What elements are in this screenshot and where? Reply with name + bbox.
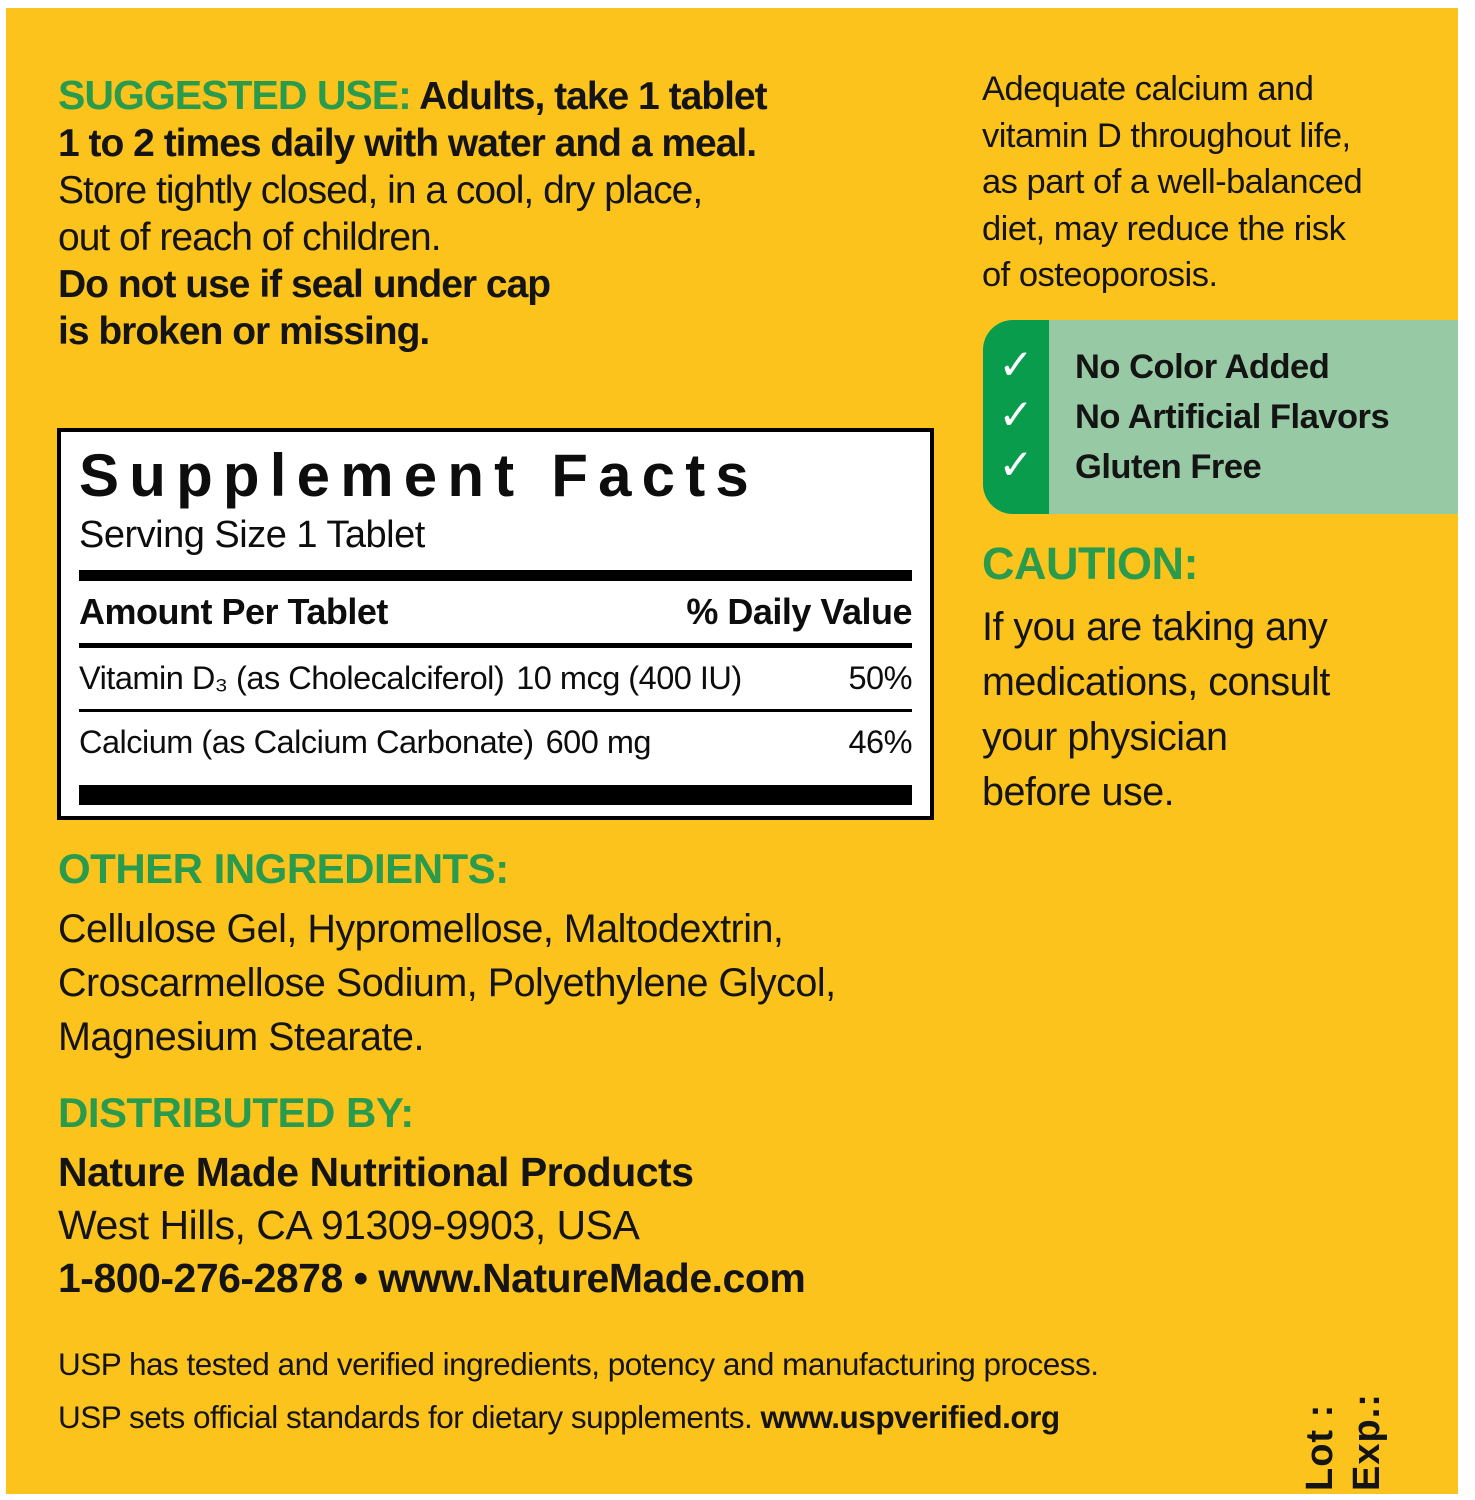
storage-line: Store tightly closed, in a cool, dry place, <box>58 169 703 212</box>
benefits-panel <box>983 320 1458 514</box>
health-claim-line: Adequate calcium and <box>982 70 1314 108</box>
ingredients-line: Magnesium Stearate. <box>58 1015 424 1059</box>
facts-header-row <box>79 591 912 633</box>
distributor-company: Nature Made Nutritional Products <box>58 1149 694 1195</box>
nutrient-daily-value: 46% <box>848 723 912 760</box>
ingredients-line: Cellulose Gel, Hypromellose, Maltodextrin, <box>58 907 784 951</box>
nutrient-amount: 10 mcg (400 IU) <box>516 659 742 696</box>
nutrient-name: Calcium (as Calcium Carbonate) <box>79 723 534 760</box>
ingredients-line: Croscarmellose Sodium, Polyethylene Glycol, <box>58 961 836 1005</box>
caution-line: before use. <box>982 770 1175 814</box>
suggested-use-heading: SUGGESTED USE: <box>58 72 411 118</box>
check-icon: ✓ <box>998 341 1034 388</box>
usp-line <box>58 1391 1308 1444</box>
benefit-item <box>983 342 1458 392</box>
nutrient-daily-value: 50% <box>848 659 912 696</box>
serving-size: Serving Size 1 Tablet <box>79 513 425 556</box>
benefit-label: No Artificial Flavors <box>1075 397 1390 436</box>
benefit-label: No Color Added <box>1075 347 1330 386</box>
other-ingredients-section <box>58 845 968 1064</box>
seal-warning-line: is broken or missing. <box>58 310 430 353</box>
amount-column-header: Amount Per Tablet <box>79 590 388 632</box>
divider <box>79 785 912 805</box>
distributor-address: West Hills, CA 91309-9903, USA <box>58 1202 640 1248</box>
lot-exp-block <box>1297 1315 1391 1491</box>
divider <box>79 570 912 581</box>
caution-line: medications, consult <box>982 660 1330 704</box>
supplement-facts-panel <box>57 428 934 820</box>
seal-warning-line: Do not use if seal under cap <box>58 263 551 306</box>
caution-line: If you are taking any <box>982 605 1328 649</box>
check-icon: ✓ <box>998 441 1034 488</box>
suggested-use-intro: Adults, take 1 tablet <box>419 75 767 118</box>
health-claim-line: of osteoporosis. <box>982 256 1218 294</box>
caution-section <box>982 538 1462 820</box>
nutrient-row <box>79 648 912 709</box>
exp-label: Exp.: <box>1346 1393 1388 1491</box>
health-claim-section <box>982 66 1462 299</box>
nutrient-amount: 600 mg <box>545 723 652 760</box>
health-claim-line: diet, may reduce the risk <box>982 209 1346 248</box>
usp-line-text: USP sets official standards for dietary supplements. <box>58 1399 753 1435</box>
suggested-use-line <box>58 72 958 120</box>
check-icon: ✓ <box>998 391 1034 438</box>
benefit-item <box>983 442 1458 492</box>
health-claim-line: as part of a well-balanced <box>982 163 1363 201</box>
storage-line: out of reach of children. <box>58 216 441 259</box>
usp-url: www.uspverified.org <box>760 1399 1060 1435</box>
other-ingredients-heading: OTHER INGREDIENTS: <box>58 845 509 892</box>
nutrient-name: Vitamin D₃ (as Cholecalciferol) <box>79 659 505 696</box>
nutrient-row <box>79 712 912 773</box>
daily-value-column-header: % Daily Value <box>686 590 912 632</box>
distributor-heading: DISTRIBUTED BY: <box>58 1089 414 1136</box>
usp-section <box>58 1338 1308 1444</box>
distributor-section <box>58 1089 968 1305</box>
benefit-item <box>983 392 1458 442</box>
distributor-phone-web: 1-800-276-2878 • www.NatureMade.com <box>58 1255 806 1301</box>
supplement-facts-title: Supplement Facts <box>79 442 759 509</box>
lot-label: Lot : <box>1299 1403 1341 1491</box>
health-claim-line: vitamin D throughout life, <box>982 116 1351 155</box>
benefit-label: Gluten Free <box>1075 447 1262 486</box>
caution-heading: CAUTION: <box>982 538 1198 589</box>
suggested-use-section <box>58 72 958 355</box>
usp-line: USP has tested and verified ingredients, potency and manufacturing process. <box>58 1346 1099 1382</box>
caution-line: your physician <box>982 715 1228 759</box>
suggested-use-line: 1 to 2 times daily with water and a meal. <box>58 122 757 165</box>
